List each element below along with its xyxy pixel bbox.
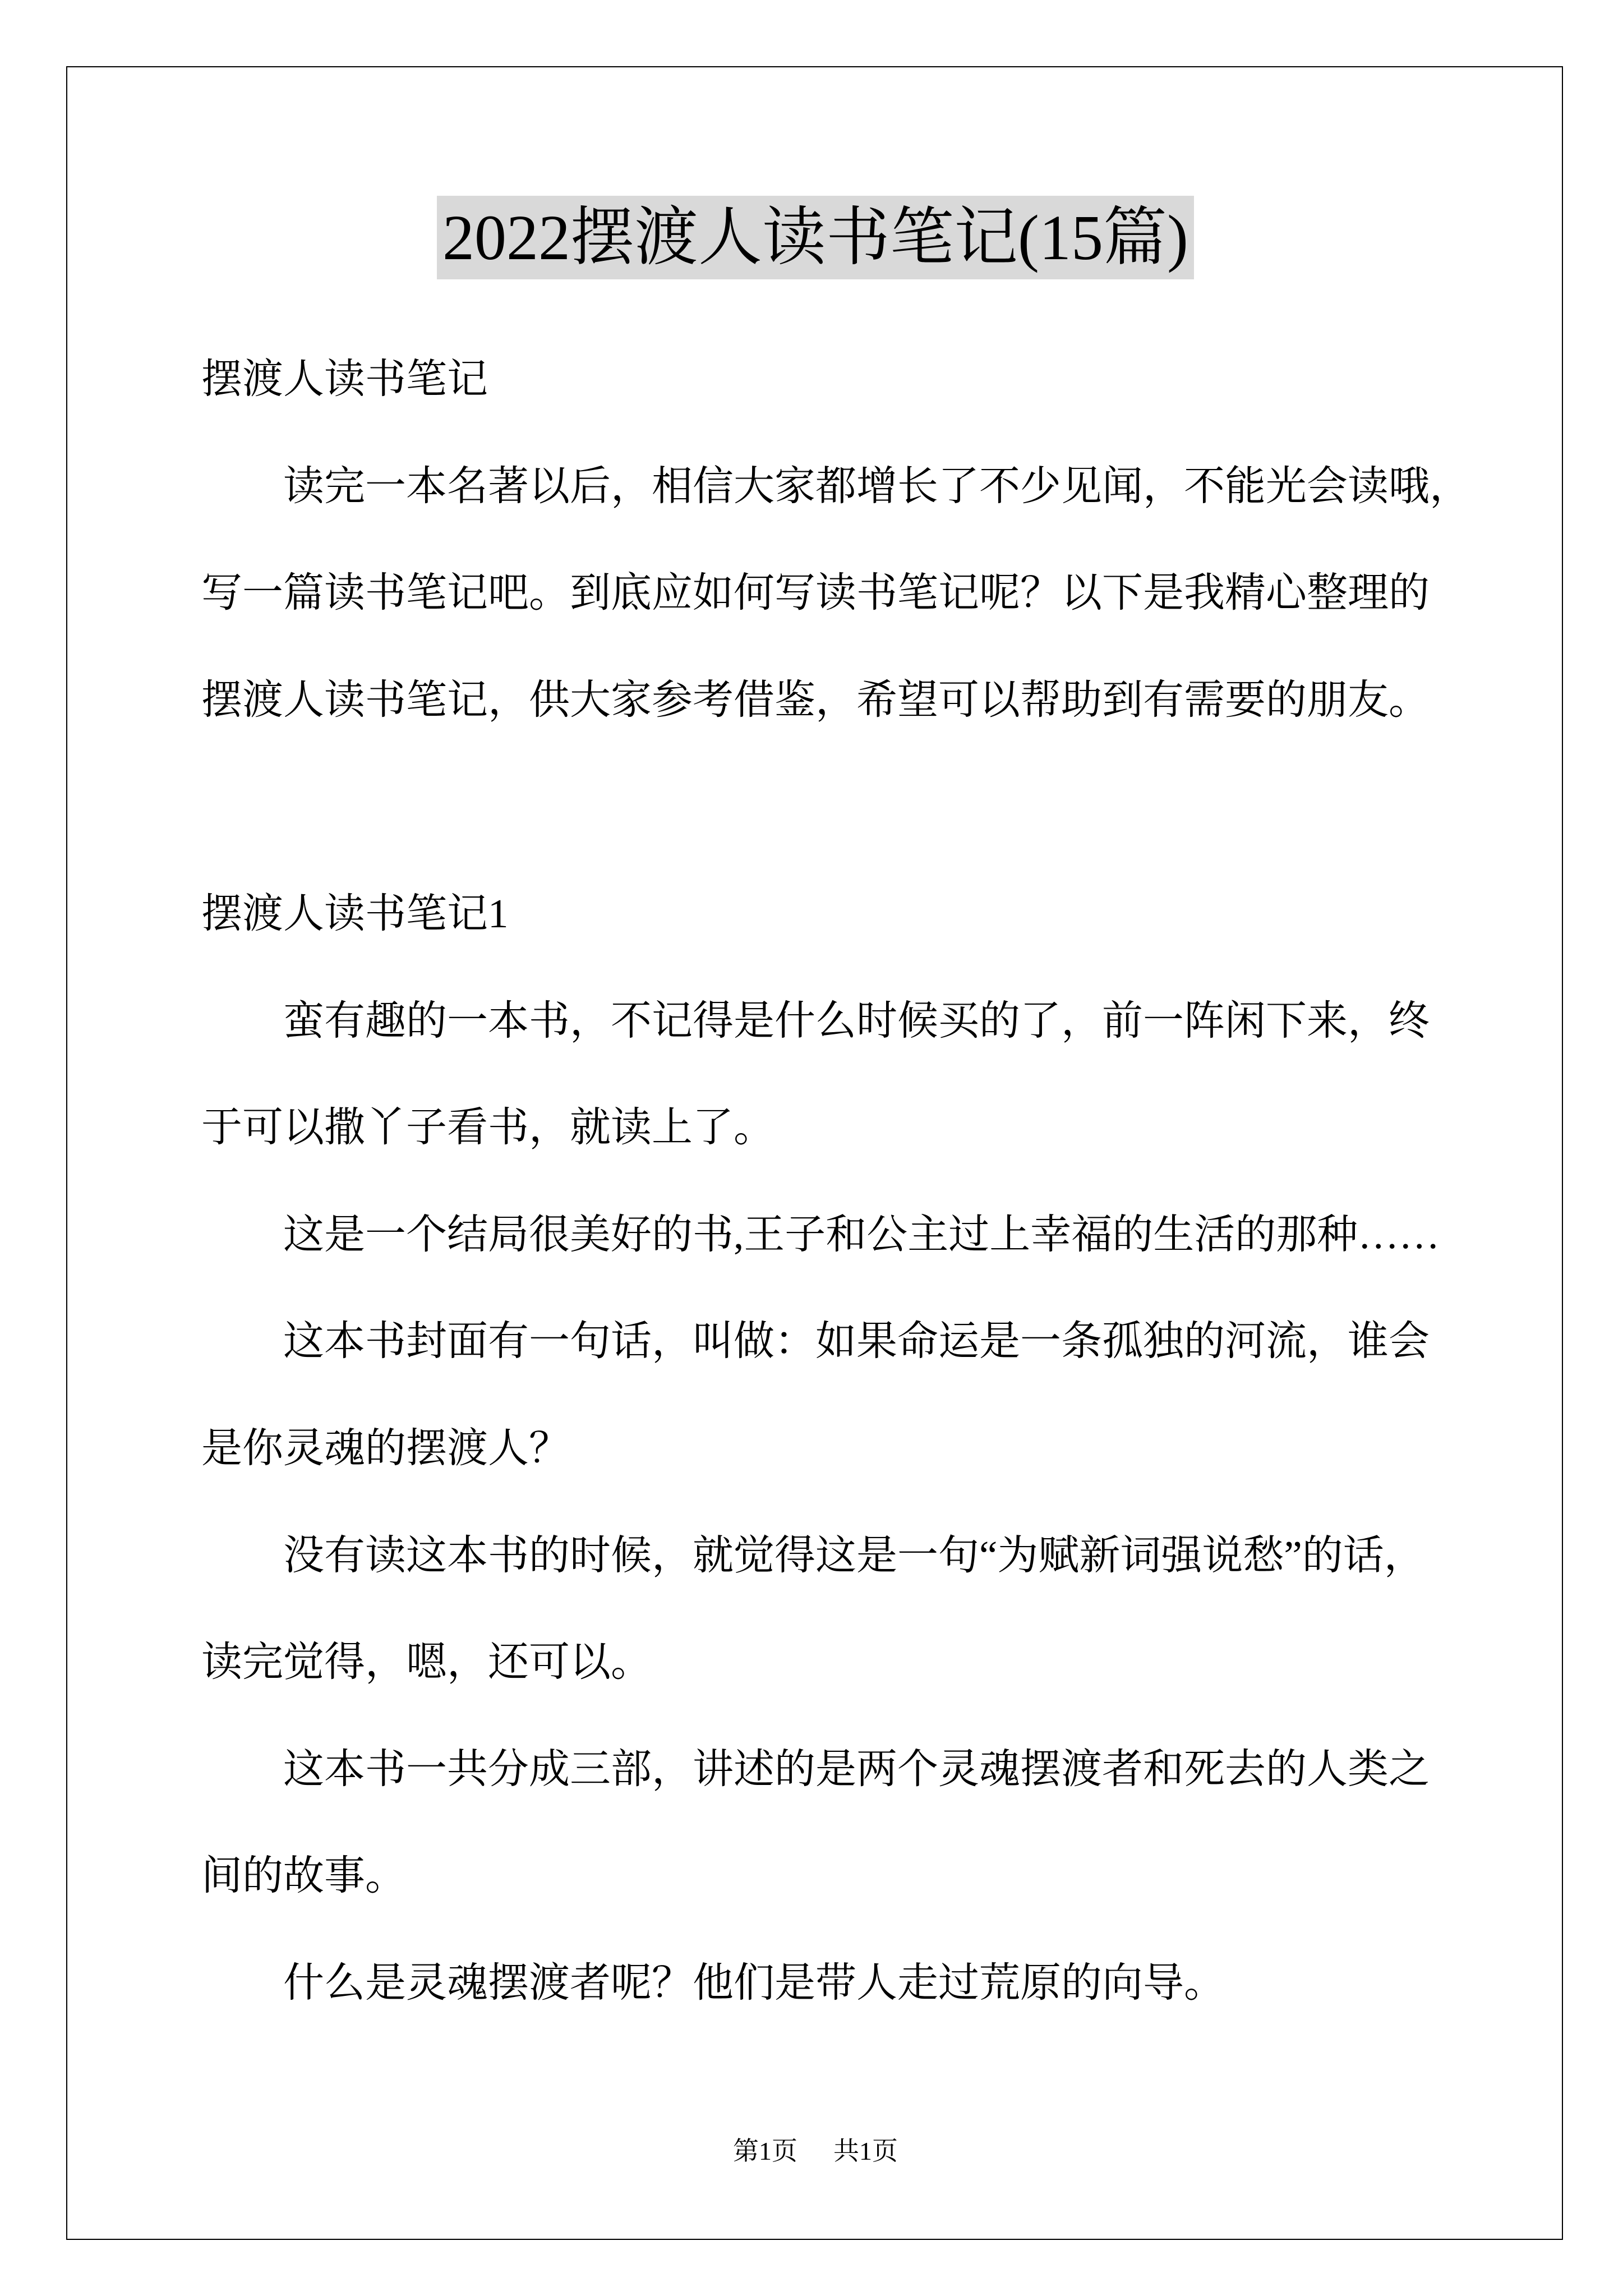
paragraph-line: 读完觉得，嗯，还可以。 — [201, 1639, 652, 1685]
paragraph-line: 写一篇读书笔记吧。到底应如何写读书笔记呢？以下是我精心整理的 — [201, 570, 1430, 616]
page-number-current: 第1页 — [733, 2137, 797, 2165]
paragraph-line: 这是一个结局很美好的书,王子和公主过上幸福的生活的那种…… — [283, 1211, 1440, 1257]
paragraph-line: 于可以撒丫子看书，就读上了。 — [201, 1105, 774, 1151]
section-heading: 摆渡人读书笔记1 — [201, 890, 509, 936]
paragraph — [201, 1181, 1491, 1289]
paragraph — [201, 433, 1491, 754]
paragraph-line: 摆渡人读书笔记，供大家参考借鉴，希望可以帮助到有需要的朋友。 — [201, 677, 1430, 723]
paragraph — [201, 968, 1491, 1181]
document-body — [201, 326, 1491, 2037]
title-block — [201, 196, 1430, 279]
section-intro — [201, 326, 1491, 753]
document-title: 2022摆渡人读书笔记(15篇) — [437, 196, 1194, 279]
paragraph — [201, 1288, 1491, 1502]
paragraph-line: 这本书封面有一句话，叫做：如果命运是一条孤独的河流，谁会 — [283, 1318, 1430, 1364]
page-number-total: 共1页 — [833, 2137, 898, 2165]
paragraph — [201, 1716, 1491, 1930]
paragraph-line: 间的故事。 — [201, 1853, 406, 1899]
paragraph — [201, 1930, 1491, 2037]
paragraph-line: 这本书一共分成三部，讲述的是两个灵魂摆渡者和死去的人类之 — [283, 1746, 1430, 1792]
paragraph-line: 什么是灵魂摆渡者呢？他们是带人走过荒原的向导。 — [283, 1959, 1225, 2005]
page-footer — [201, 2134, 1430, 2168]
section-note-1 — [201, 861, 1491, 2037]
paragraph-line: 没有读这本书的时候，就觉得这是一句“为赋新词强说愁”的话， — [283, 1532, 1425, 1578]
paragraph — [201, 1502, 1491, 1716]
paragraph-line: 蛮有趣的一本书，不记得是什么时候买的了，前一阵闲下来，终 — [283, 997, 1430, 1043]
paragraph-line: 读完一本名著以后，相信大家都增长了不少见闻，不能光会读哦， — [283, 463, 1470, 509]
paragraph-line: 是你灵魂的摆渡人？ — [201, 1425, 570, 1471]
section-heading: 摆渡人读书笔记 — [201, 356, 488, 402]
